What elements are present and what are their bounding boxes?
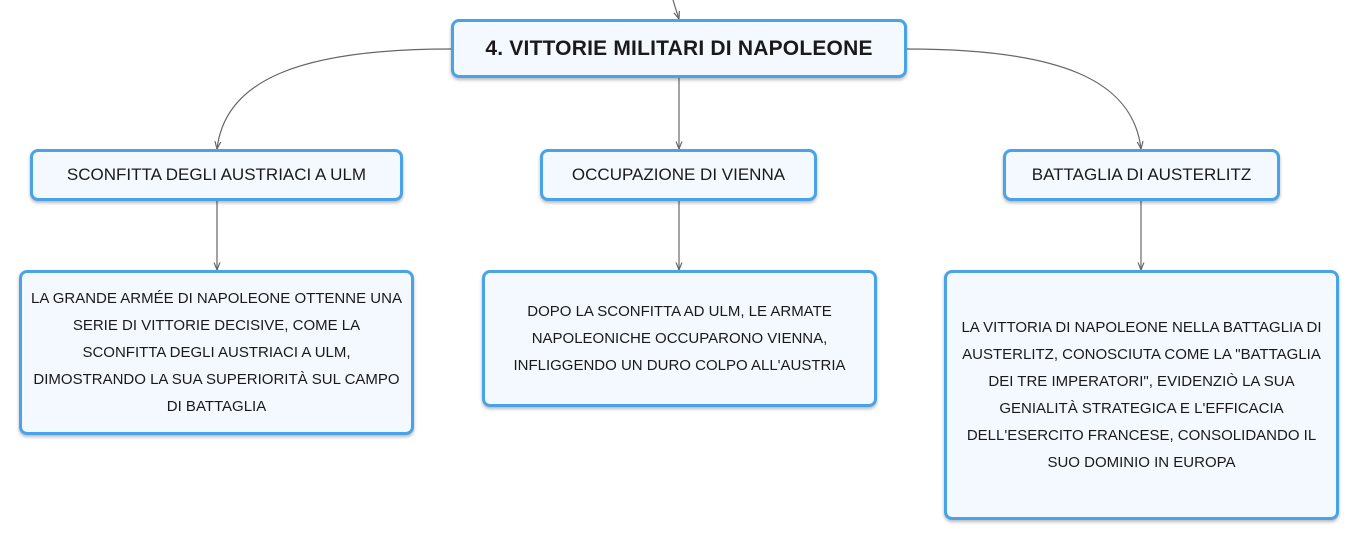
branch-label-vienna: OCCUPAZIONE DI VIENNA xyxy=(571,165,786,184)
root-topic-label: 4. VITTORIE MILITARI DI NAPOLEONE xyxy=(485,36,873,60)
connector-root-to-ulm xyxy=(217,49,451,149)
detail-node-austerlitz[interactable] xyxy=(944,270,1339,520)
branch-label-austerlitz: BATTAGLIA DI AUSTERLITZ xyxy=(1031,165,1252,184)
branch-label-ulm: SCONFITTA DEGLI AUSTRIACI A ULM xyxy=(66,165,367,184)
detail-text-ulm: LA GRANDE ARMÉE DI NAPOLEONE OTTENNE UNA SERIE DI VITTORIE DECISIVE, COME LA SCONFITTA DEGLI AUSTRIACI A ULM, DIMOSTRANDO LA SUA SUPERIORITÀ SUL CAMPO DI BATTAGLIA xyxy=(31,290,402,415)
detail-node-vienna[interactable] xyxy=(482,270,877,407)
branch-node-vienna[interactable] xyxy=(540,149,817,201)
connector-root-to-austerlitz xyxy=(907,49,1141,149)
connector-parent-to-root xyxy=(673,0,679,19)
detail-node-ulm[interactable] xyxy=(19,270,414,435)
branch-node-austerlitz[interactable] xyxy=(1003,149,1280,201)
detail-text-austerlitz: LA VITTORIA DI NAPOLEONE NELLA BATTAGLIA DI AUSTERLITZ, CONOSCIUTA COME LA "BATTAGLIA DEI TRE IMPERATORI", EVIDENZIÒ LA SUA GENIALITÀ STRATEGICA E L'EFFICACIA DELL'ESERCITO FRANCESE, CONSOLIDANDO IL SUO DOMINIO IN EUROPA xyxy=(961,319,1322,471)
root-topic-node[interactable] xyxy=(451,19,907,78)
branch-node-ulm[interactable] xyxy=(30,149,403,201)
detail-text-vienna: DOPO LA SCONFITTA AD ULM, LE ARMATE NAPOLEONICHE OCCUPARONO VIENNA, INFLIGGENDO UN DURO COLPO ALL'AUSTRIA xyxy=(513,303,846,374)
